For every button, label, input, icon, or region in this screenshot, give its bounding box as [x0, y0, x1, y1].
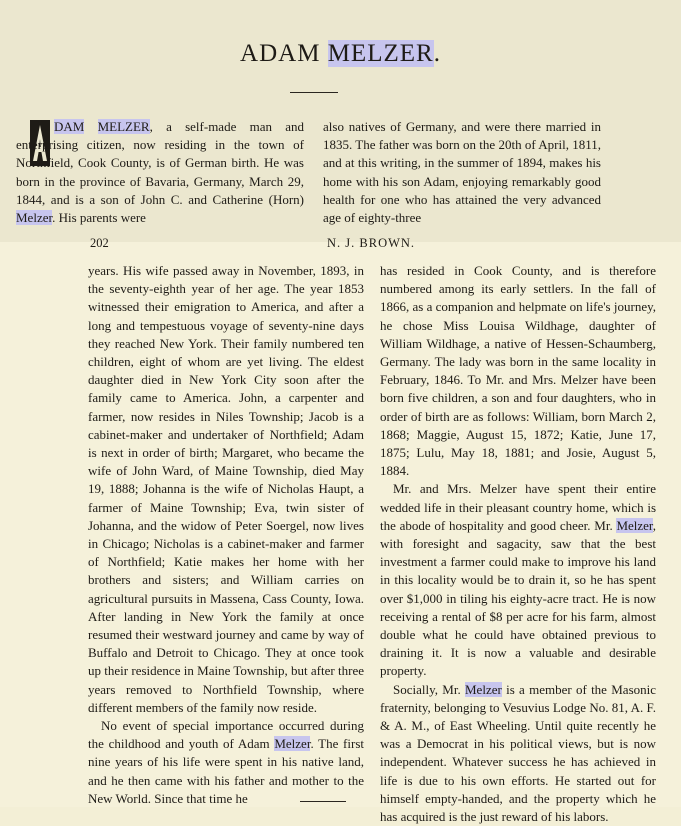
intro-left-text2: . His parents were — [52, 210, 146, 226]
body-right-p3-b: is a member of the Masonic fraternity, belonging to Vesuvius Lodge No. 81, A. F. & A. M., of East Wheeling. Until quite recently he was a Democrat in his political views, but is now independent. Whatever success he has achieved in life is due to his own efforts. He started out for himself empty-handed, and the property which he has acquired is the just reward of his labors. — [380, 681, 657, 825]
intro-lead-caps: DAM — [54, 119, 85, 134]
body-left-paragraph-1: years. His wife passed away in November, 1893, in the seventy-eighth year of her age. The year 1853 witnessed their emigration to America, and after a long and tempestuous voyage of seventy-nine days they reached New York. Their family numbered ten children, eight of whom are yet living. The eldest daughter died in New York City soon after the family came to America. John, a carpenter and farmer, now resides in Niles Township; Jacob is a cabinet-maker and undertaker of Northfield; Adam is next in order of birth; Margaret, who became the wife of John Ward, of Maine Township, died May 19, 1888; Johanna is the wife of Nicholas Haupt, a farmer of Maine Township; Eva, twin sister of Johanna, and the widow of Peter Soergel, now lives in Chicago; Nicholas is a cabinet-maker and farmer of Northfield; Katie makes her home with her brothers and sisters; and William carries on agricultural pursuits in Massena, Cass County, Iowa. After landing in New York the family at once resumed their westward journey and came by way of Buffalo and Detroit to Chicago. They at once took up their residence in Maine Township, but after three years removed to Northfield Township, where different members of the family now reside. — [88, 263, 364, 715]
running-head-title: N. J. BROWN. — [327, 236, 416, 250]
intro-left-column — [16, 118, 304, 227]
body-right-p2-a: Mr. and Mrs. Melzer have spent their entire wedded life in their pleasant country home, which is the abode of hospitality and good cheer. Mr. — [380, 481, 656, 533]
title-first: ADAM — [240, 40, 321, 67]
page-title — [0, 40, 681, 68]
body-right-p3-a: Socially, Mr. — [393, 681, 461, 697]
intro-left-text1: , a self-made man and enterprising citizen, now residing in the town of Northfield, Cook County, is of German birth. He was born in the province of Bavaria, Germany, March 29, 1844, and is a son of John C. and Catherine (Horn) — [16, 119, 304, 207]
body-left-name-melzer: Melzer — [274, 736, 311, 752]
body-right-p2-b: , with foresight and sagacity, saw that the best investment a farmer could make to improve his land in this locality would be to drain it, so he has spent over $1,000 in tiling his eighty-acre tract. He is now receiving a rental of $8 per acre for his farm, almost double what he could have obtained previous to draining it. It is now a valuable and desirable property. — [380, 517, 656, 679]
title-period: . — [433, 40, 441, 67]
intro-right-column — [323, 118, 601, 227]
intro-right-text: also natives of Germany, and were there married in 1835. The father was born on the 20th of April, 1811, and at this writing, in the summer of 1894, makes his home with his son Adam, enjoying remarkably good health for one who has attained the very advanced age of eighty-three — [323, 119, 601, 226]
intro-name-melzer: Melzer — [16, 210, 53, 226]
footer-rule — [300, 801, 346, 802]
body-left-p2-b: . The first nine years of his life were spent in his native land, and he then came with his father and mother to the New World. Since that time he — [88, 736, 365, 806]
body-left-p2-a: No event of special importance occurred during the childhood and youth of Adam — [88, 718, 364, 752]
body-right-column — [380, 262, 656, 826]
body-left-column — [88, 262, 364, 808]
body-right-paragraph-1: has resided in Cook County, and is therefore numbered among its early settlers. In the fall of 1866, as a companion and helpmate on life's journey, he chose Miss Louisa Wildhage, daughter of William Wildhage, a native of Hessen-Schaumberg, Germany. The lady was born in the same locality in February, 1846. To Mr. and Mrs. Melzer have been born five children, a son and four daughters, who in order of birth are as follows: William, born March 2, 1868; Maggie, August 15, 1872; Katie, June 17, 1875; Lulu, May 18, 1881; and Josie, August 5, 1884. — [380, 263, 656, 479]
body-right-name-melzer-2: Melzer — [465, 681, 502, 697]
intro-lead-name: MELZER — [97, 119, 150, 134]
body-right-name-melzer: Melzer — [616, 517, 653, 533]
title-highlight: MELZER — [327, 40, 434, 67]
page-number: 202 — [90, 236, 109, 250]
body-right-paragraph-3 — [380, 681, 656, 826]
title-rule — [290, 92, 338, 93]
body-left-paragraph-2 — [88, 717, 364, 808]
body-right-paragraph-2 — [380, 480, 656, 680]
